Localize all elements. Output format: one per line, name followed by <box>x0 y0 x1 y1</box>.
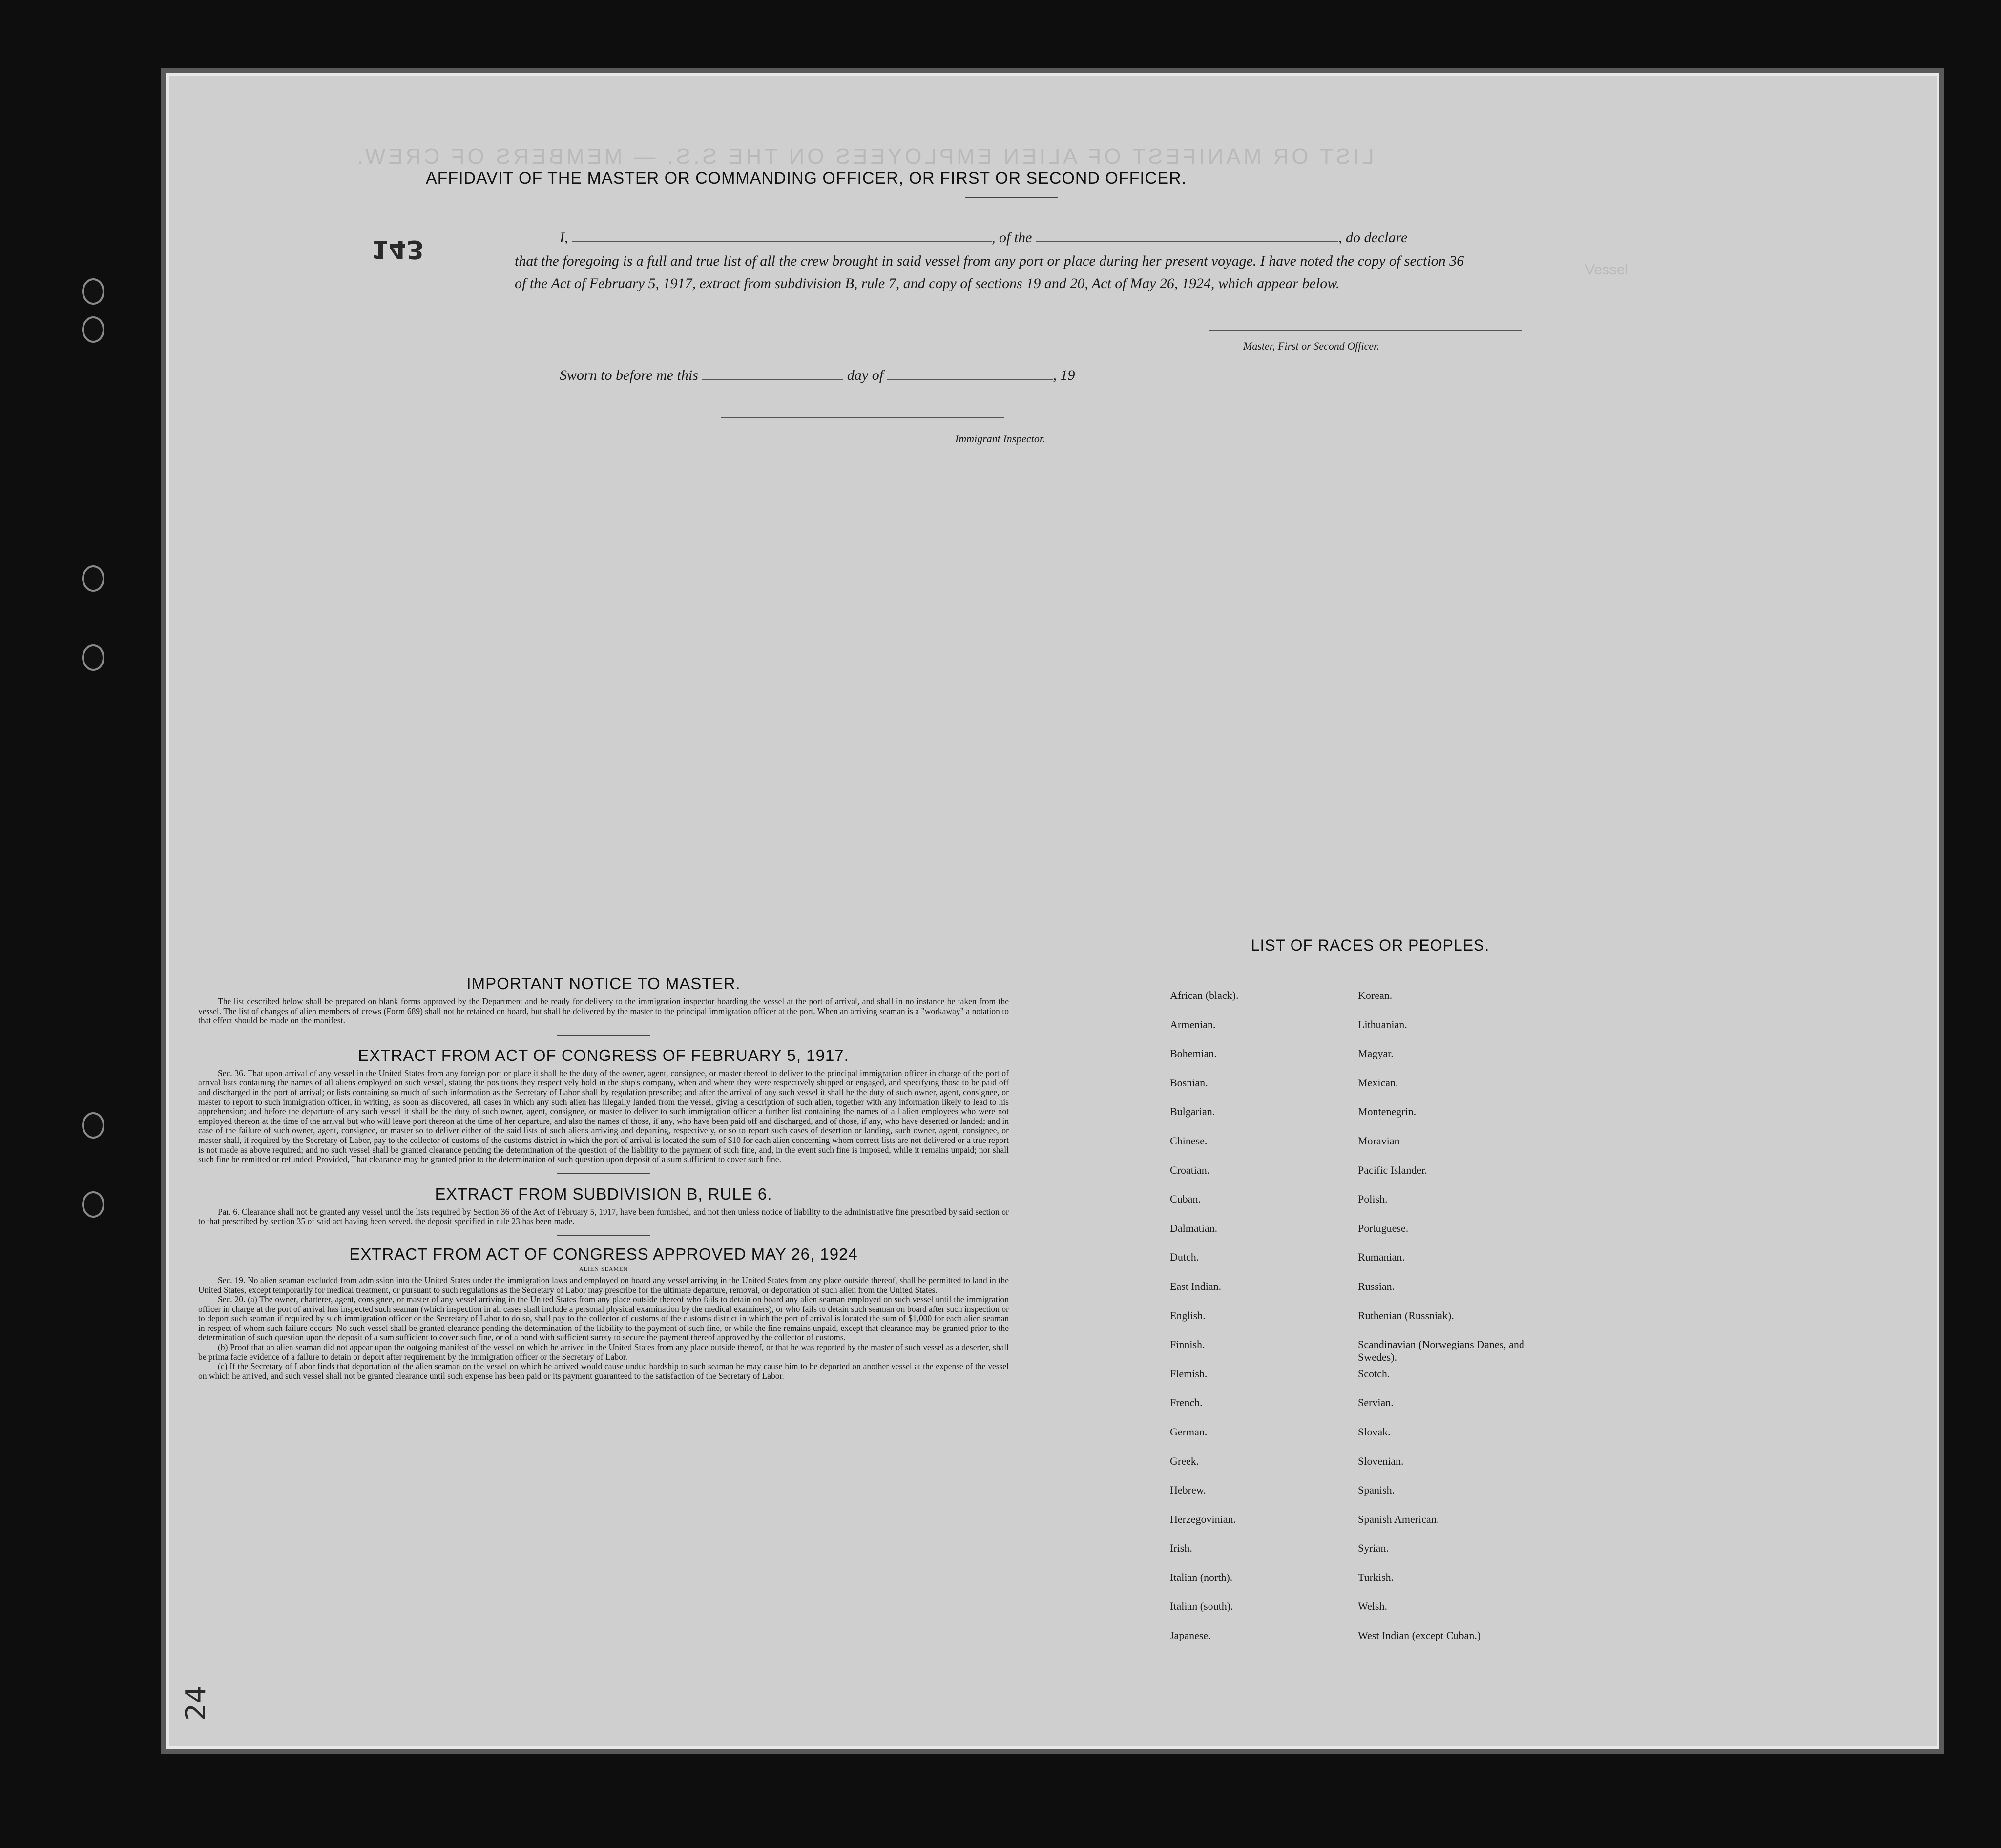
section-19-paragraph: Sec. 19. No alien seaman excluded from admission into the United States under the immigration laws and employed on board any vessel arriving in the United States from any place outside thereof, shall be permitted to land in the United States, except temporarily for medical treatment, or pursuant to such regulations as the Secretary of Labor may prescribe for the ultimate departure, removal, or deportation of such alien from the United States. <box>198 1275 1009 1295</box>
section-20b-paragraph: (b) Proof that an alien seaman did not appear upon the outgoing manifest of the vessel on which he arrived in the United States from any place outside thereof, or that he was reported by the master of such vessel as a deserter, shall be prima facie evidence of a failure to detain or deport after requirement by the immigration officer or the Secretary of Labor. <box>198 1342 1009 1362</box>
sworn-year: , 19 <box>1053 367 1075 383</box>
race-item: Bulgarian. <box>1170 1105 1215 1118</box>
race-item: Turkish. <box>1358 1571 1394 1583</box>
race-item: Pacific Islander. <box>1358 1163 1427 1176</box>
race-item: Moravian <box>1358 1134 1400 1147</box>
races-right-column <box>1358 989 1563 1659</box>
race-item: Chinese. <box>1170 1134 1208 1147</box>
sworn-prefix: Sworn to before me this <box>560 367 698 383</box>
race-item: Polish. <box>1358 1193 1388 1205</box>
sworn-month-blank[interactable] <box>887 379 1053 380</box>
race-item: Flemish. <box>1170 1367 1208 1380</box>
name-blank[interactable] <box>572 241 992 242</box>
rule-6-paragraph: Par. 6. Clearance shall not be granted any vessel until the lists required by Section 36 of the Act of February 5, 1917, have been furnished, and not then unless notice of liability to the administrative fine prescribed by said section or to that prescribed by section 35 of said act having been served, the deposit specified in rule 23 has been made. <box>198 1206 1009 1226</box>
vessel-blank[interactable] <box>1036 241 1338 242</box>
race-item: Italian (south). <box>1170 1600 1233 1613</box>
inspector-signature-line[interactable] <box>721 417 1004 418</box>
race-item: Slovenian. <box>1358 1454 1404 1467</box>
race-item: Greek. <box>1170 1454 1199 1467</box>
section-20a-paragraph: Sec. 20. (a) The owner, charterer, agent, consignee, or master of any vessel arriving in the United States from any place outside thereof who fails to detain on board any alien seaman employed on such vessel until the immigration officer in charge at the port of arrival has inspected such seaman (which inspection in all cases shall include a personal physical examination by the medical examiners), or who fails to detain such seaman on board after such inspection or to deport such seaman if required by such immigration officer or the Secretary of Labor to do so, shall pay to the collector of customs of the customs district in which the port of arrival is located the sum of $1,000 for each alien seaman in respect of whom such failure occurs. No such vessel shall be granted clearance pending the determination of the liability to the payment of such fine, or while the fine remains unpaid, except that clearance may be granted prior to the determination of such question upon the deposit of a sum sufficient to cover such fine, or of a bond with sufficient surety to secure the payment thereof approved by the collector of customs. <box>198 1294 1009 1343</box>
master-caption: Master, First or Second Officer. <box>1243 340 1379 352</box>
affidavit-of-the: , of the <box>992 229 1032 246</box>
alien-seamen-subtitle: ALIEN SEAMEN <box>579 1265 628 1272</box>
section-20c-paragraph: (c) If the Secretary of Labor finds that deportation of the alien seaman on the vessel on which he arrived would cause undue hardship to such seaman he may cause him to be deported on another vessel at the expense of the vessel on which he arrived, and such vessel shall not be granted clearance until such expense has been paid or its payment guaranteed to the satisfaction of the Secretary of Labor. <box>198 1361 1009 1381</box>
legal-column <box>198 975 1009 1381</box>
race-item: Russian. <box>1358 1280 1395 1292</box>
affidavit-i: I, <box>560 229 568 246</box>
race-item: Slovak. <box>1358 1425 1391 1438</box>
handwritten-page-number: 143 <box>371 234 424 264</box>
extract-1924-text <box>198 1276 1009 1381</box>
race-item: Herzegovinian. <box>1170 1513 1236 1525</box>
race-item: Rumanian. <box>1358 1251 1405 1264</box>
punch-hole <box>82 644 104 671</box>
notice-text <box>198 997 1009 1026</box>
race-item: French. <box>1170 1396 1203 1409</box>
race-item: Montenegrin. <box>1358 1105 1417 1118</box>
sworn-day-blank[interactable] <box>702 379 843 380</box>
race-item: Ruthenian (Russniak). <box>1358 1309 1454 1322</box>
race-item: English. <box>1170 1309 1206 1322</box>
race-item: Spanish American. <box>1358 1513 1439 1525</box>
divider <box>965 197 1058 198</box>
subdivision-text <box>198 1207 1009 1226</box>
race-item: African (black). <box>1170 989 1239 1001</box>
punch-hole <box>82 316 104 343</box>
race-item: Scandinavian (Norwegians Danes, and Swedes). <box>1358 1338 1524 1364</box>
sworn-day-of: day of <box>847 367 884 383</box>
affidavit-body: that the foregoing is a full and true list of all the crew brought in said vessel from any port or place during her present voyage. I have noted the copy of section 36 of the Act of February 5, 1917, extract from subdivision B, rule 7, and copy of sections 19 and 20, Act of May 26, 1924, which appear below. <box>515 253 1464 291</box>
race-item: Finnish. <box>1170 1338 1205 1351</box>
affidavit-title: AFFIDAVIT OF THE MASTER OR COMMANDING OFFICER, OR FIRST OR SECOND OFFICER. <box>425 169 1187 187</box>
races-left-column <box>1170 989 1346 1659</box>
document-page <box>166 73 1939 1749</box>
signature-line[interactable] <box>1209 330 1522 331</box>
affidavit-declaration-line <box>560 227 1448 249</box>
race-item: Japanese. <box>1170 1629 1211 1642</box>
race-item: Armenian. <box>1170 1018 1216 1031</box>
race-item: Servian. <box>1358 1396 1394 1409</box>
divider <box>557 1235 650 1236</box>
race-item: Bohemian. <box>1170 1047 1217 1060</box>
divider <box>557 1035 650 1036</box>
extract-1917-title: EXTRACT FROM ACT OF CONGRESS OF FEBRUARY 5, 1917. <box>358 1046 849 1064</box>
race-item: Mexican. <box>1358 1076 1398 1089</box>
race-item: Italian (north). <box>1170 1571 1233 1583</box>
race-item: Lithuanian. <box>1358 1018 1407 1031</box>
race-item: Syrian. <box>1358 1542 1389 1555</box>
race-item: Croatian. <box>1170 1163 1210 1176</box>
extract-1917-text <box>198 1069 1009 1164</box>
race-item: Cuban. <box>1170 1193 1201 1205</box>
affidavit-declare: , do declare <box>1338 229 1408 246</box>
sworn-line <box>560 364 1292 387</box>
punch-hole <box>82 565 104 592</box>
notice-title: IMPORTANT NOTICE TO MASTER. <box>466 975 741 993</box>
race-item: Hebrew. <box>1170 1484 1206 1496</box>
bleed-through-text: Vessel <box>1585 262 1628 278</box>
race-item: West Indian (except Cuban.) <box>1358 1629 1481 1642</box>
race-item: Welsh. <box>1358 1600 1387 1613</box>
inspector-caption: Immigrant Inspector. <box>955 433 1045 445</box>
race-item: Bosnian. <box>1170 1076 1208 1089</box>
race-item: Dutch. <box>1170 1251 1199 1264</box>
punch-hole <box>82 1112 104 1139</box>
race-item: German. <box>1170 1425 1208 1438</box>
races-title: LIST OF RACES OR PEOPLES. <box>1251 936 1490 954</box>
race-item: Irish. <box>1170 1542 1192 1555</box>
race-item: Scotch. <box>1358 1367 1390 1380</box>
race-item: Korean. <box>1358 989 1393 1001</box>
bleed-through-text: LIST OR MANIFEST OF ALIEN EMPLOYEES ON THE S.S. — MEMBERS OF CREW. <box>354 145 1374 168</box>
divider <box>557 1173 650 1174</box>
race-item: Dalmatian. <box>1170 1222 1218 1234</box>
notice-paragraph: The list described below shall be prepared on blank forms approved by the Department and be ready for delivery to the immigration inspector boarding the vessel at the port of arrival, and shall in no instance be taken from the vessel. The list of changes of alien members of crews (Form 689) shall not be retained on board, but shall be delivered by the master to the principal immigration officer at the port. When an arriving seaman is a "workaway" a notation to that effect should be made on the manifest. <box>198 997 1009 1026</box>
extract-1924-title: EXTRACT FROM ACT OF CONGRESS APPROVED MAY 26, 1924 <box>349 1245 858 1263</box>
race-item: Portuguese. <box>1358 1222 1409 1234</box>
race-item: Spanish. <box>1358 1484 1395 1496</box>
margin-note: 24 <box>180 1685 212 1721</box>
race-item: Magyar. <box>1358 1047 1394 1060</box>
subdivision-title: EXTRACT FROM SUBDIVISION B, RULE 6. <box>435 1184 772 1203</box>
punch-hole <box>82 278 104 305</box>
section-36-paragraph: Sec. 36. That upon arrival of any vessel in the United States from any foreign port or place it shall be the duty of the owner, agent, consignee, or master thereof to deliver to the principal immigration officer in charge of the port of arrival lists containing the names of all aliens employed on such vessel, stating the positions they respectively hold in the ship's company, when and where they were respectively shipped or engaged, and specifying those to be paid off and discharged in the port of arrival; or lists containing so much of such information as the Secretary of Labor shall by regulation prescribe; and after the arrival of any such vessel it shall be the duty of such owner, agent, consignee, or master to report to such immigration officer, in writing, as soon as discovered, all cases in which any such alien has illegally landed from the vessel, giving a description of such alien, together with any information likely to lead to his apprehension; and before the departure of any such vessel it shall be the duty of such owner, agent, consignee, or master to deliver to such immigration officer a further list containing the names of all alien employees who were not employed thereon at the time of the arrival but who will leave port thereon at the time of her departure, and also the names of those, if any, who have been paid off and discharged, and of those, if any, who have deserted or landed; and in case of the failure of such owner, agent, consignee, or master so to deliver either of the said lists of such aliens arriving and departing, respectively, or so to report such cases of desertion or landing, such owner, agent, consignee, or master shall, if required by the Secretary of Labor, pay to the collector of customs of the customs district in which the port of arrival is located the sum of $10 for each alien concerning whom correct lists are not delivered or a true report is not made as above required; and no such vessel shall be granted clearance pending the determination of the question of the liability to the payment of such fine, and, in the event such fine is imposed, while it remains unpaid; nor shall such fine be remitted or refunded: Provided, That clearance may be granted prior to the determination of such question upon deposit of a sum sufficient to cover such fine. <box>198 1068 1009 1164</box>
punch-hole <box>82 1191 104 1218</box>
race-item: East Indian. <box>1170 1280 1222 1292</box>
